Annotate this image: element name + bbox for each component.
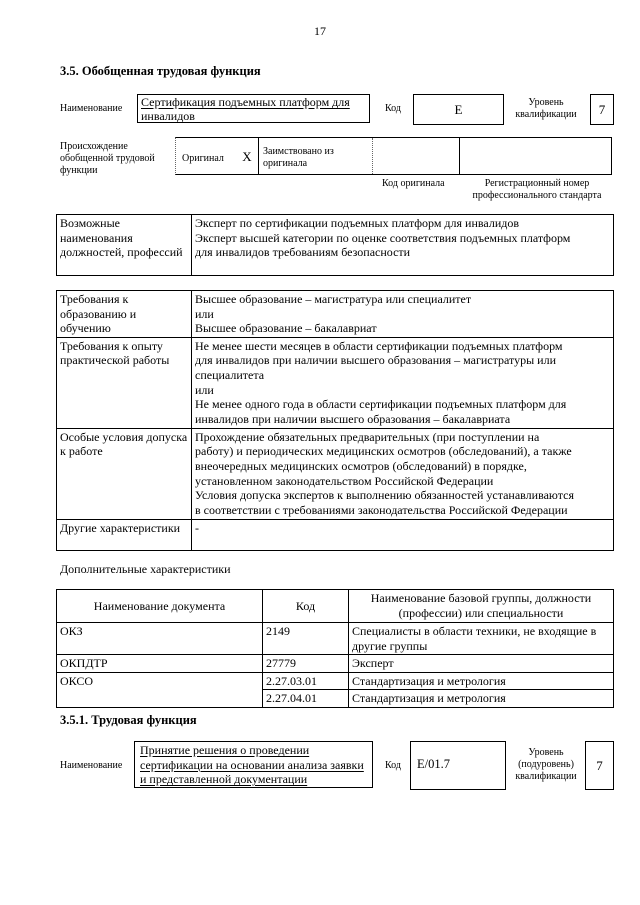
education-line: Высшее образование – магистратура или специалитет <box>195 292 472 306</box>
other-content <box>192 519 614 550</box>
level-label <box>510 97 582 121</box>
origin-label: Происхождение обобщенной трудовой функции <box>60 141 155 176</box>
experience-line: специалитета <box>195 367 265 382</box>
borrowed-label: Заимствовано из оригинала <box>263 146 334 169</box>
section-heading: 3.5. Обобщенная трудовая функция <box>60 64 261 78</box>
function-name-value: Сертификация подъемных платформ для инвалидов <box>141 95 350 123</box>
code-label: Код <box>385 103 401 114</box>
header-name: Наименование базовой группы, должности (профессии) или специальности <box>349 590 614 623</box>
header-doc: Наименование документа <box>57 590 263 623</box>
conditions-content <box>192 428 614 519</box>
row-doc: ОКСО <box>57 672 263 690</box>
requirements-row <box>57 291 614 338</box>
experience-label: Требования к опыту практической работы <box>57 337 192 428</box>
labor-level-box <box>585 741 614 790</box>
additional-table <box>56 589 614 708</box>
code-value: E <box>454 102 463 117</box>
original-label: Оригинал <box>182 153 224 164</box>
education-label: Требования к образованию и обучению <box>57 291 192 338</box>
row-code: 27779 <box>263 655 349 673</box>
labor-code-value: E/01.7 <box>417 757 450 771</box>
table-row <box>57 655 614 673</box>
education-line: Высшее образование – бакалавриат <box>195 321 377 336</box>
row-name: Стандартизация и метрология <box>349 672 614 690</box>
requirements-row <box>57 337 614 428</box>
additional-header-row <box>57 590 614 623</box>
row-code: 2149 <box>263 623 349 655</box>
positions-label: Возможные наименования должностей, профессий <box>57 215 192 276</box>
origin-code-cell <box>372 138 460 174</box>
positions-table <box>56 214 614 276</box>
positions-line: Эксперт высшей категории по оценке соответствия подъемных платформ <box>195 230 571 245</box>
positions-content <box>192 215 614 276</box>
experience-line: инвалидов при наличии высшего образования – бакалавриата <box>195 411 511 426</box>
level-label-line2: квалификации <box>515 109 577 120</box>
education-content <box>192 291 614 338</box>
table-row <box>57 690 614 708</box>
positions-line: Эксперт по сертификации подъемных платформ для инвалидов <box>195 216 520 230</box>
conditions-line: работу) и периодических медицинских осмотров (обследований), а также <box>195 444 572 459</box>
function-name-box <box>137 94 370 123</box>
table-row <box>57 672 614 690</box>
level-label-line1: Уровень <box>528 97 564 108</box>
labor-name-label: Наименование <box>60 760 123 771</box>
requirements-row <box>57 428 614 519</box>
labor-code-label: Код <box>385 760 401 771</box>
origin-code-caption: Код оригинала <box>382 178 445 189</box>
additional-title: Дополнительные характеристики <box>60 562 231 576</box>
row-code: 2.27.03.01 <box>263 672 349 690</box>
row-doc <box>57 690 263 708</box>
conditions-line: внеочередных медицинских осмотров (обследований) в порядке, <box>195 458 527 473</box>
row-doc: ОКПДТР <box>57 655 263 673</box>
original-cell <box>176 138 231 174</box>
experience-line: Не менее шести месяцев в области сертификации подъемных платформ <box>195 338 563 353</box>
other-line: - <box>195 520 199 535</box>
row-doc: ОКЗ <box>57 623 263 655</box>
name-label: Наименование <box>60 103 123 114</box>
row-name: Специалисты в области техники, не входящие в другие группы <box>349 623 614 655</box>
conditions-line: Условия допуска экспертов к выполнению обязанностей устанавливаются <box>195 488 574 503</box>
labor-function-name-box <box>134 741 373 788</box>
row-name: Стандартизация и метрология <box>349 690 614 708</box>
positions-row <box>57 215 614 276</box>
level-value: 7 <box>598 102 606 117</box>
code-box <box>413 94 504 125</box>
labor-code-box <box>410 741 506 790</box>
experience-line: для инвалидов при наличии высшего образования – магистратуры или <box>195 353 557 368</box>
conditions-line: Прохождение обязательных предварительных (при поступлении на <box>195 429 540 444</box>
education-line: или <box>195 306 214 321</box>
requirements-table <box>56 290 614 551</box>
other-label: Другие характеристики <box>57 519 192 550</box>
labor-level-label <box>510 747 582 783</box>
original-mark: X <box>242 149 252 164</box>
conditions-line: в соответствии с требованиями законодательства Российской Федерации <box>195 502 568 517</box>
experience-line: или <box>195 382 214 397</box>
row-code: 2.27.04.01 <box>263 690 349 708</box>
labor-level-label-line3: квалификации <box>515 771 577 782</box>
page-number: 17 <box>314 24 326 38</box>
row-name: Эксперт <box>349 655 614 673</box>
level-box <box>590 94 614 125</box>
labor-level-value: 7 <box>596 758 603 773</box>
experience-content <box>192 337 614 428</box>
reg-number-caption: Регистрационный номер профессионального стандарта <box>472 178 602 201</box>
labor-level-label-line1: Уровень <box>528 747 564 758</box>
positions-line: для инвалидов требованиям безопасности <box>195 245 411 260</box>
table-row <box>57 623 614 655</box>
subsection-heading: 3.5.1. Трудовая функция <box>60 713 197 727</box>
experience-line: Не менее одного года в области сертификации подъемных платформ для <box>195 397 567 412</box>
origin-table <box>175 137 612 175</box>
labor-level-label-line2: (подуровень) <box>518 759 574 770</box>
original-mark-cell <box>236 138 259 174</box>
labor-function-name-value: Принятие решения о проведении сертификации на основании анализа заявки и представленной документации <box>140 743 364 786</box>
requirements-row <box>57 519 614 550</box>
header-code: Код <box>263 590 349 623</box>
conditions-line: установленном законодательством Российской Федерации <box>195 473 494 488</box>
conditions-label: Особые условия допуска к работе <box>57 428 192 519</box>
